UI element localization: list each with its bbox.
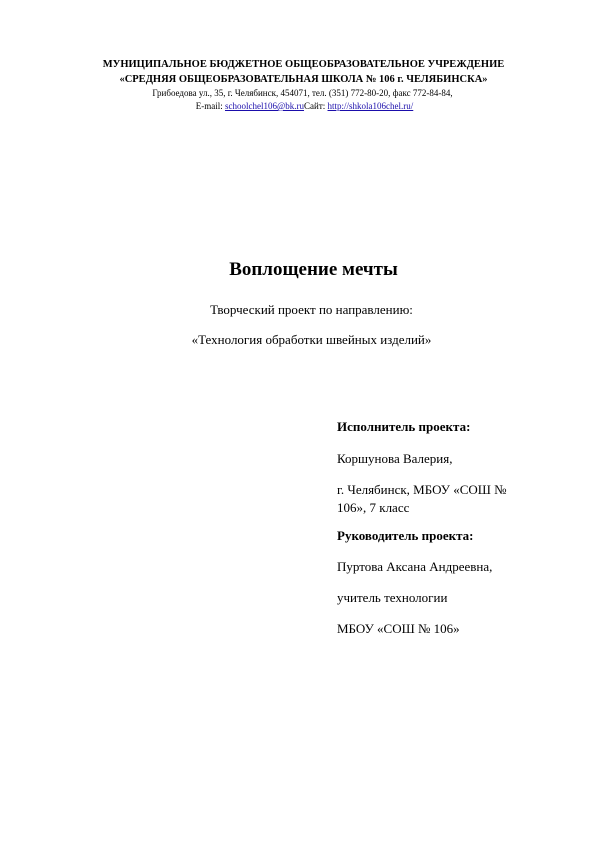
school-header: [0, 57, 595, 113]
executor-place-line-1: г. Челябинск, МБОУ «СОШ №: [337, 482, 507, 497]
supervisor-name: Пуртова Аксана Андреевна,: [337, 559, 493, 574]
project-title: Воплощение мечты: [229, 259, 398, 280]
supervisor-heading: Руководитель проекта:: [337, 528, 474, 543]
site-link[interactable]: http://shkola106chel.ru/: [327, 101, 414, 111]
school-contacts-line: [14, 100, 595, 113]
project-direction-name: «Технология обработки швейных изделий»: [191, 332, 432, 347]
email-label: E-mail:: [195, 101, 225, 111]
project-direction-label: Творческий проект по направлению:: [210, 302, 413, 317]
executor-heading: Исполнитель проекта:: [337, 419, 471, 434]
executor-name: Коршунова Валерия,: [337, 451, 453, 466]
supervisor-organization: МБОУ «СОШ № 106»: [337, 621, 460, 636]
email-link[interactable]: schoolchel106@bk.ru: [224, 101, 305, 111]
site-label: Сайт:: [304, 101, 328, 111]
executor-place-line-2: 106», 7 класс: [337, 500, 410, 515]
school-type-line: МУНИЦИПАЛЬНОЕ БЮДЖЕТНОЕ ОБЩЕОБРАЗОВАТЕЛЬНОЕ УЧРЕЖДЕНИЕ: [102, 59, 505, 70]
school-address-line: Грибоедова ул., 35, г. Челябинск, 454071, тел. (351) 772-80-20, факс 772-84-84,: [152, 88, 453, 98]
school-name-line: «СРЕДНЯЯ ОБЩЕОБРАЗОВАТЕЛЬНАЯ ШКОЛА № 106 г. ЧЕЛЯБИНСКА»: [119, 74, 488, 85]
supervisor-position: учитель технологии: [337, 590, 448, 605]
